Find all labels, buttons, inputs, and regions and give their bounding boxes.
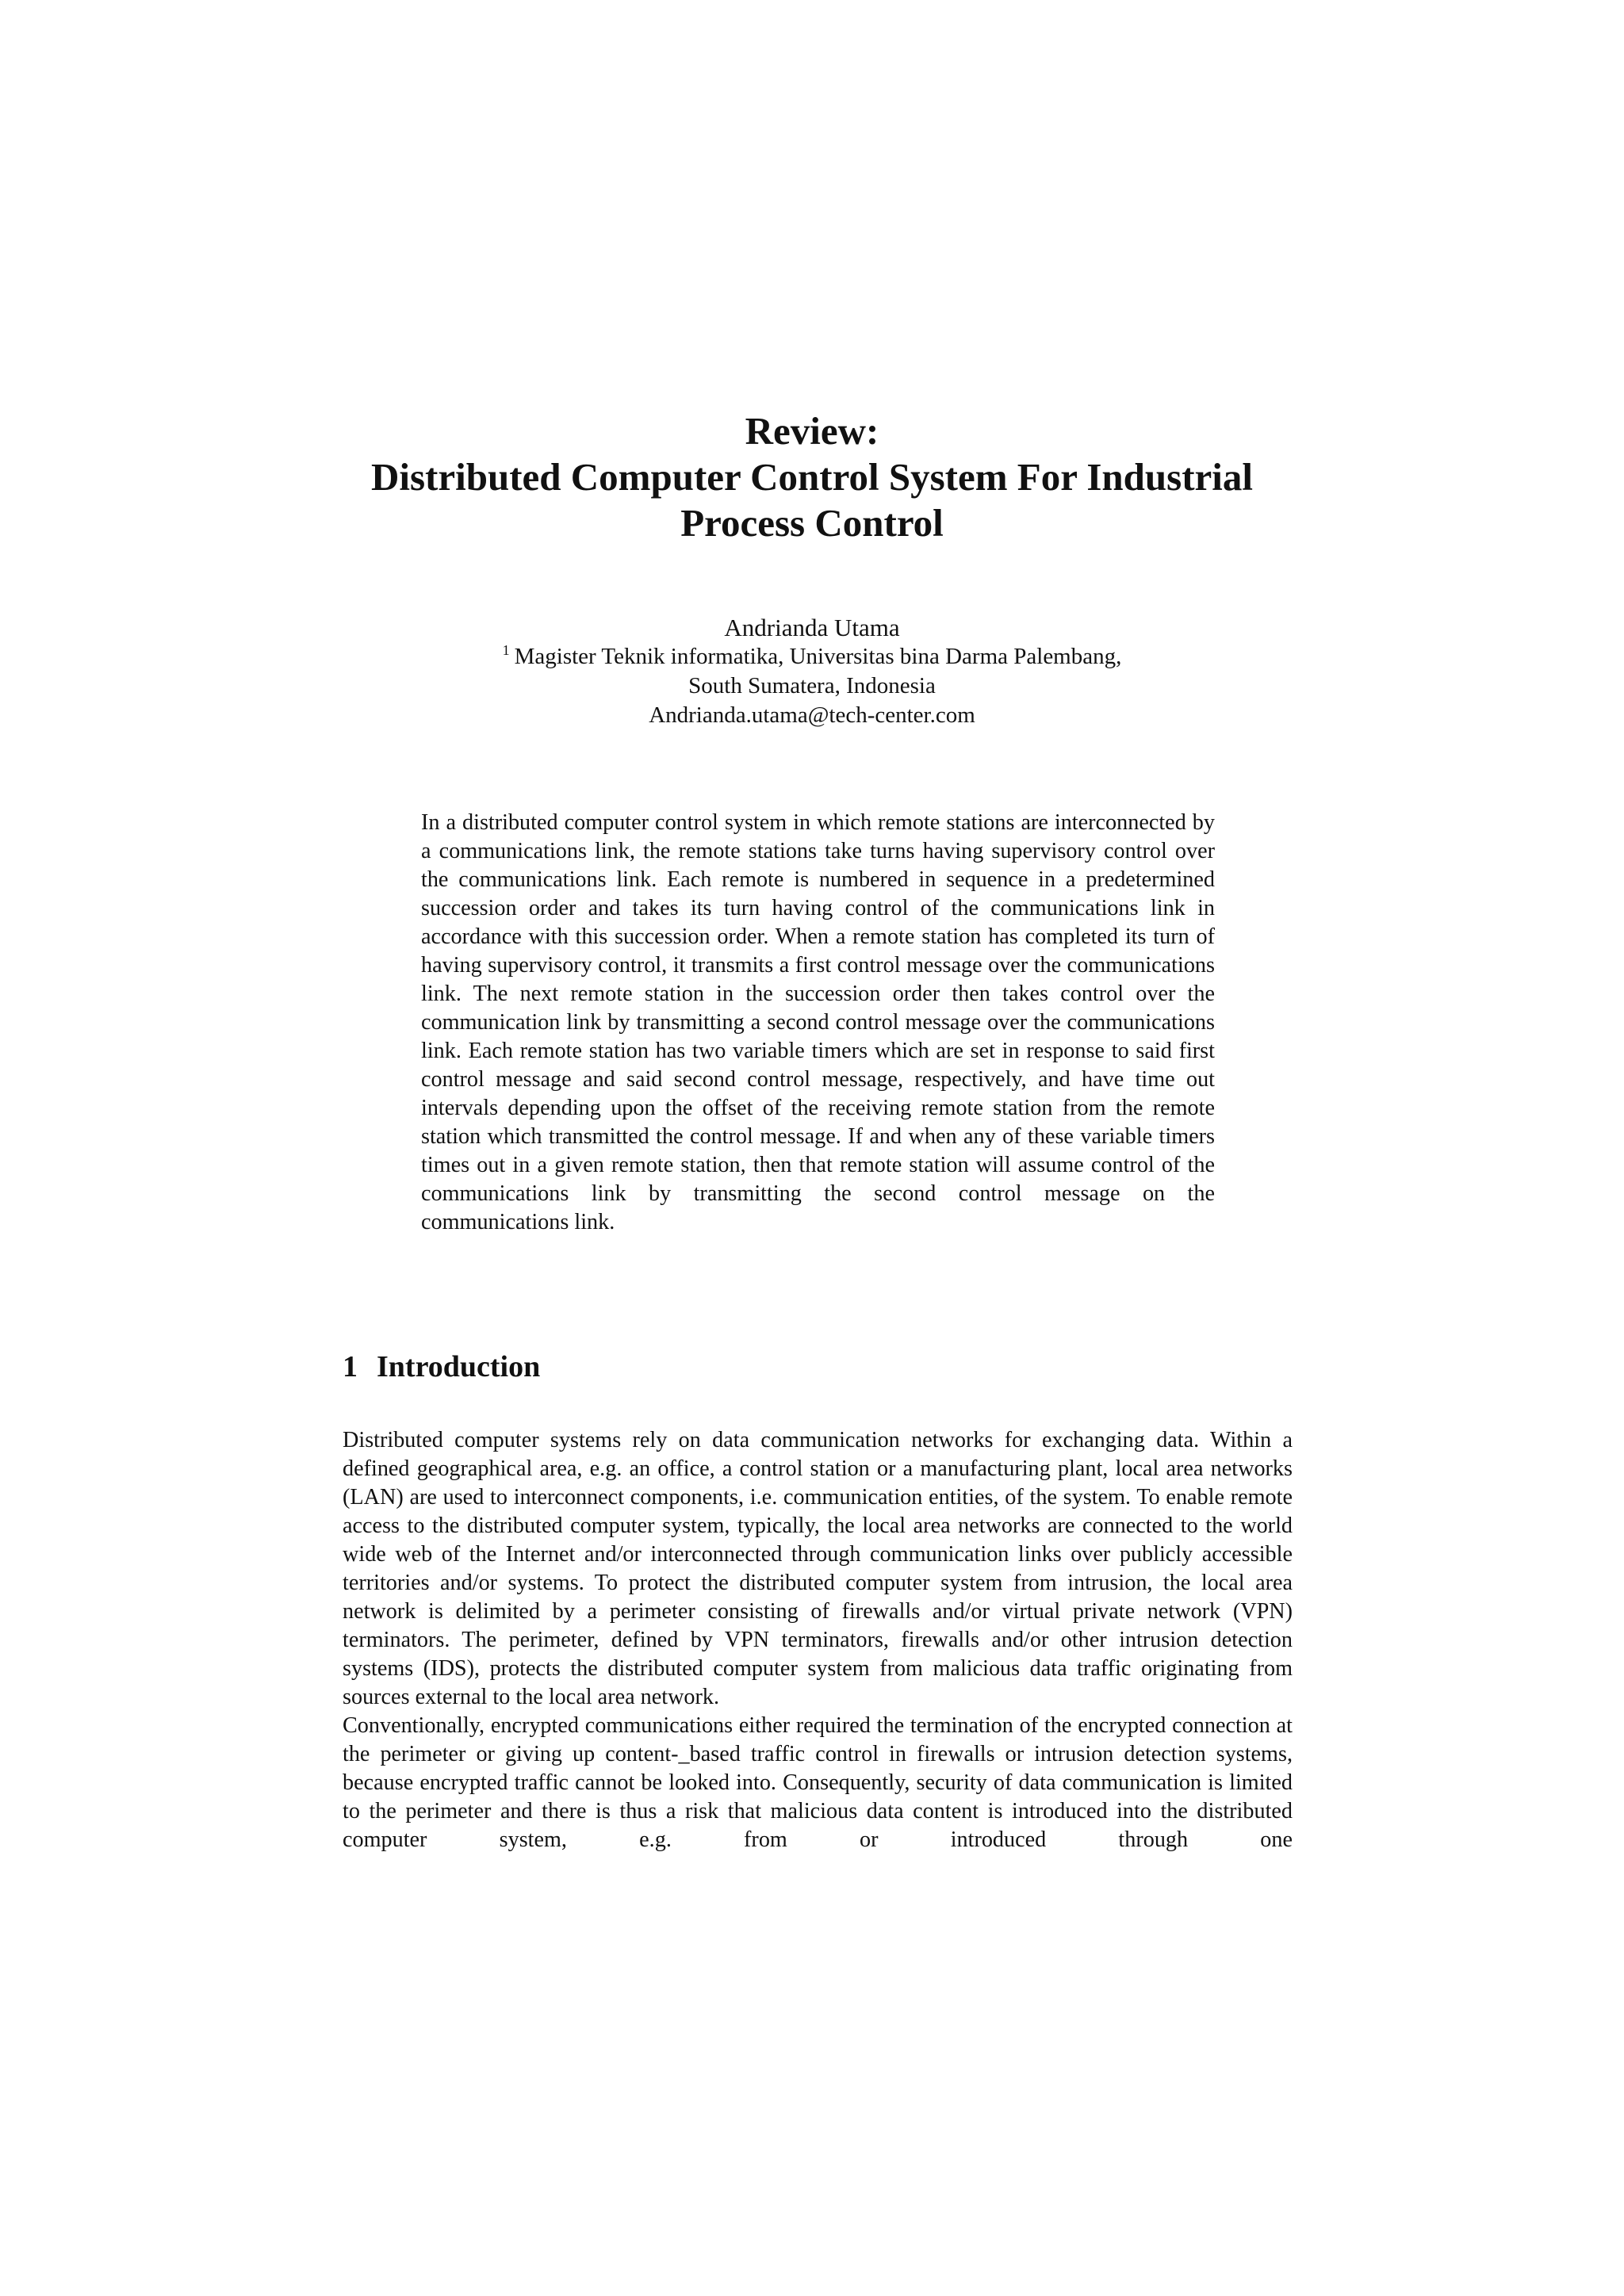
paper-title	[238, 408, 1386, 546]
section-title: Introduction	[377, 1350, 541, 1383]
section-heading-introduction	[343, 1348, 540, 1386]
introduction-body	[343, 1426, 1293, 1854]
title-line-2: Distributed Computer Control System For Industrial	[370, 455, 1254, 499]
affiliation-line-2: South Sumatera, Indonesia	[688, 673, 936, 698]
author-block	[317, 613, 1307, 730]
title-line-1: Review:	[745, 409, 879, 453]
body-paragraph-1: Distributed computer systems rely on data communication networks for exchanging data. Within a defined geographical area, e.g. an office, a control station or a manufacturing plant, local area networks (LAN) are used to interconnect components, i.e. communication entities, of the system. To enable remote access to the distributed computer system, typically, the local area networks are connected to the world wide web of the Internet and/or interconnected through communication links over publicly accessible territories and/or systems. To protect the distributed computer system from intrusion, the local area network is delimited by a perimeter consisting of firewalls and/or virtual private network (VPN) terminators. The perimeter, defined by VPN terminators, firewalls and/or other intrusion detection systems (IDS), protects the distributed computer system from malicious data traffic originating from sources external to the local area network.	[343, 1428, 1293, 1709]
author-email: Andrianda.utama@tech-center.com	[649, 702, 975, 728]
abstract: In a distributed computer control system in which remote stations are interconnected by a communications link, the remote stations take turns having supervisory control over the communications link. Each remote is numbered in sequence in a predetermined succession order and takes its turn having control of the communications link in accordance with this succession order. When a remote station has completed its turn of having supervisory control, it transmits a first control message over the communications link. The next remote station in the succession order then takes control over the communication link by transmitting a second control message over the communications link. Each remote station has two variable timers which are set in response to said first control message and said second control message, respectively, and have time out intervals depending upon the offset of the receiving remote station from the remote station which transmitted the control message. If and when any of these variable timers times out in a given remote station, then that remote station will assume control of the communications link by transmitting the second control message on the communications link.	[421, 810, 1215, 1234]
affiliation-line-1	[317, 642, 1307, 672]
author-name: Andrianda Utama	[724, 614, 900, 641]
title-line-3: Process Control	[680, 501, 944, 545]
body-paragraph-2: Conventionally, encrypted communications either required the termination of the encrypted connection at the perimeter or giving up content-_based traffic control in firewalls or intrusion detection systems, because encrypted traffic cannot be looked into. Consequently, security of data communication is limited to the perimeter and there is thus a risk that malicious data content is introduced into the distributed computer system, e.g. from or introduced through one	[343, 1713, 1293, 1852]
section-number: 1	[343, 1350, 358, 1383]
affiliation-marker: 1	[502, 642, 510, 659]
affiliation-text-1: Magister Teknik informatika, Universitas bina Darma Palembang,	[514, 644, 1122, 669]
